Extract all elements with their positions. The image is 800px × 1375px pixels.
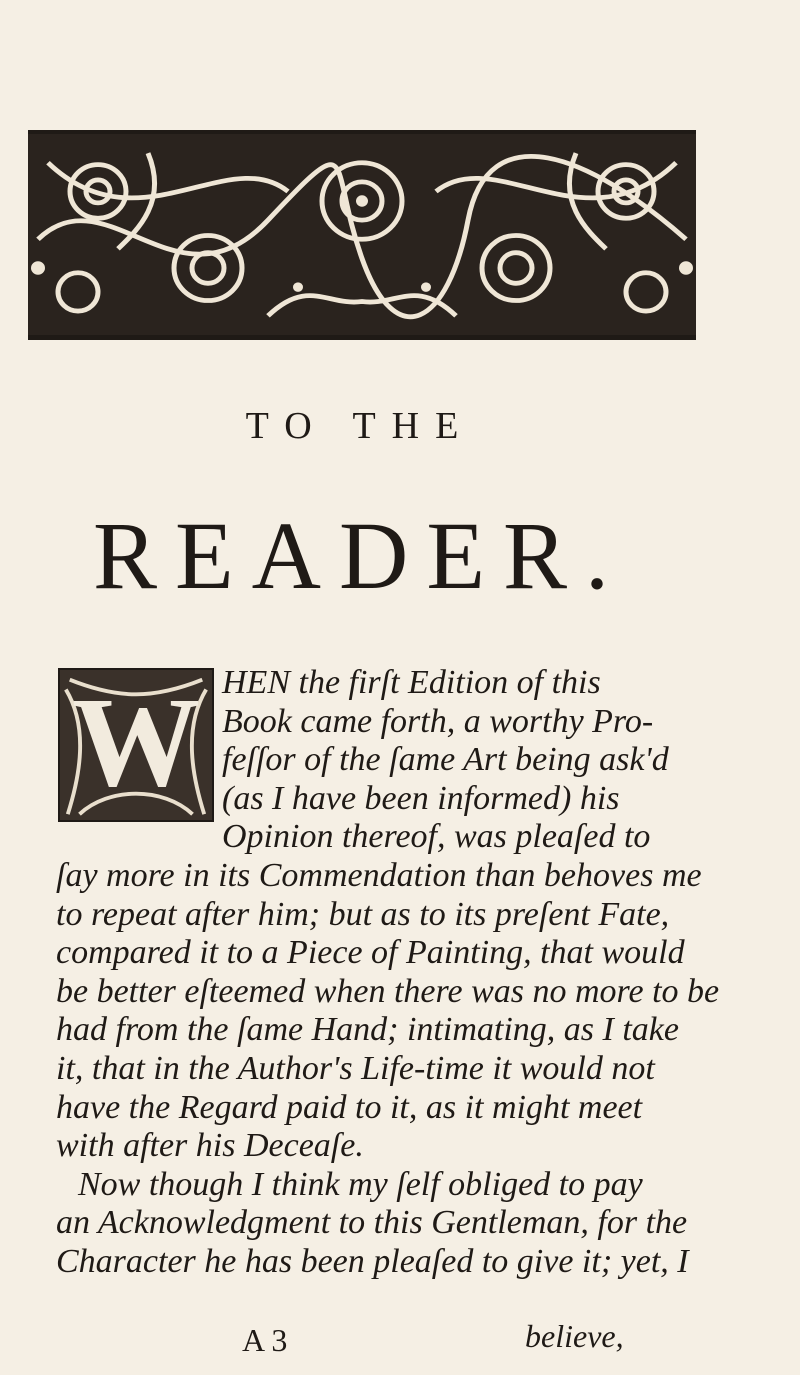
headpiece-ornament-icon [28,134,696,335]
text-line: feſſor of the ſame Art being ask'd [222,741,669,779]
text-line: to repeat after him; but as to its preſent Fate, [56,895,670,933]
catchword: believe, [525,1318,624,1354]
text-line: Book came forth, a worthy Pro- [222,702,654,740]
text-line: had from the ſame Hand; intimating, as I take [56,1011,679,1049]
text-line: be better eſteemed when there was no more to be [56,972,720,1010]
text-line: have the Regard paid to it, as it might meet [56,1088,643,1126]
text-line: with after his Deceaſe. [56,1127,364,1165]
text-line: an Acknowledgment to this Gentleman, for the [56,1204,688,1242]
text-line: Opinion thereof, was pleaſed to [222,818,651,856]
paragraph-1-full [56,857,719,1282]
text-line: (as I have been informed) his [222,779,620,817]
text-line: Now though I think my ſelf obliged to pay [78,1165,643,1203]
text-line: compared it to a Piece of Painting, that would [56,934,685,972]
text-line: it, that in the Author's Life-time it would not [56,1049,655,1087]
dropcap-letter: W [72,671,200,813]
text-line: HEN the firſt Edition of this [222,664,601,701]
ornamental-headpiece [28,130,696,340]
heading-to-the: TO THE [245,405,475,447]
heading-reader: READER. [93,502,627,609]
text-line: Character he has been pleaſed to give it; yet, I [56,1242,689,1280]
paragraph-1-indented [222,664,669,857]
dropcap-initial [58,668,214,822]
signature-mark: A 3 [242,1322,288,1358]
text-line: ſay more in its Commendation than behoves me [56,857,702,894]
